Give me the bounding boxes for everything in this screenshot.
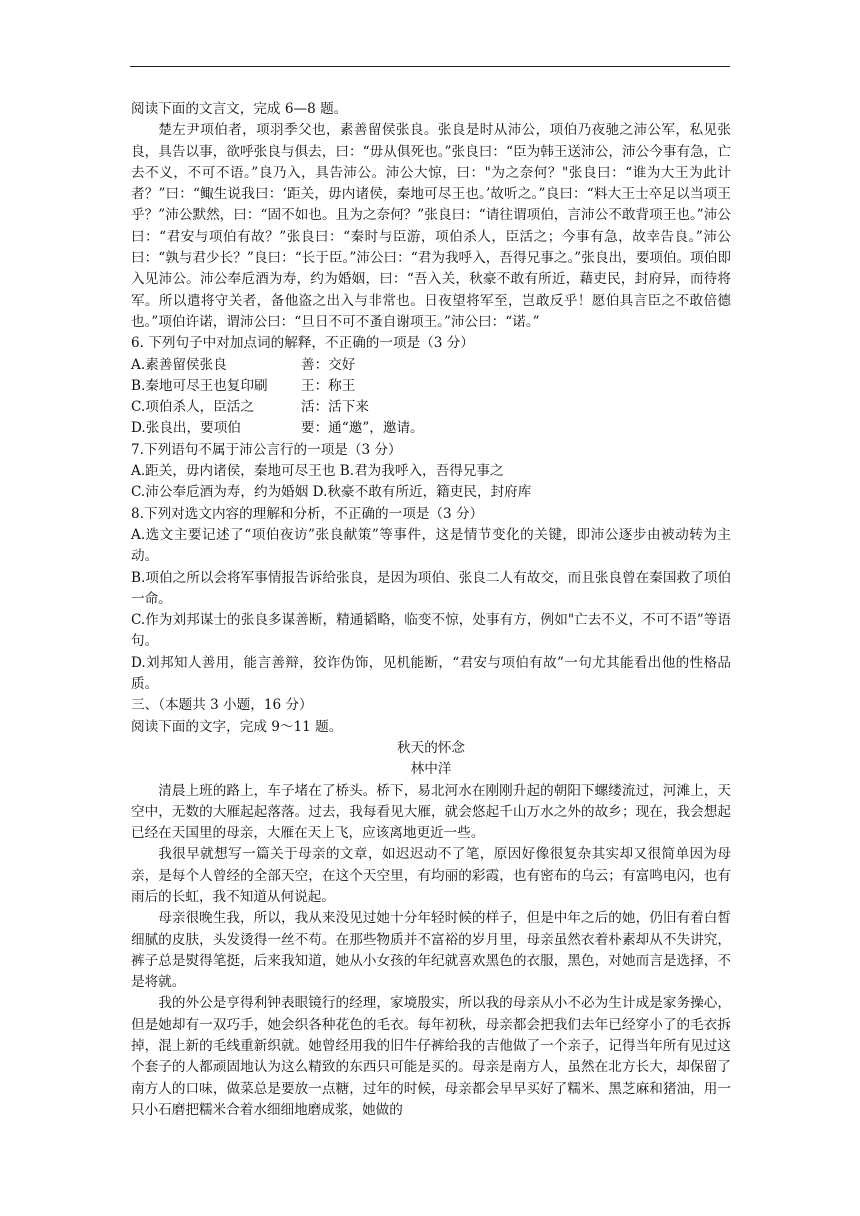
section-3-heading: 三、（本题共 3 小题，16 分） <box>131 697 313 714</box>
q8-option-c: C.作为刘邦谋士的张良多谋善断，精通韬略，临变不惊，处事有方，例如"亡去不义，不可不语”等语句。 <box>131 612 731 650</box>
option-text: B.秦地可尽王也复印刷 <box>131 377 268 394</box>
section-intro: 阅读下面的文言文，完成 6—8 题。 <box>131 101 348 117</box>
essay-paragraph: 母亲很晚生我，所以，我从来没见过她十分年轻时候的样子，但是中年之后的她，仍旧有着白皙细腻的皮肤，头发烫得一丝不苟。在那些物质并不富裕的岁月里，母亲虽然衣着朴素却从不失讲究，裤子总是熨得笔挺，后来我知道，她从小女孩的年纪就喜欢黑色的衣服，黑色，对她而言是选择，不是将就。 <box>131 910 731 991</box>
section-3-intro: 阅读下面的文字，完成 9～11 题。 <box>131 718 343 735</box>
document-body <box>131 99 731 1121</box>
essay-author: 林中洋 <box>410 761 452 778</box>
q6-option-b <box>131 376 731 397</box>
q6-option-c <box>131 397 731 418</box>
essay-paragraph: 我很早就想写一篇关于母亲的文章，如迟迟动不了笔，原因好像很复杂其实却又很简单因为母亲，是每个人曾经的全部天空，在这个天空里，有均丽的彩霞，也有密布的乌云；有富鸣电闪，也有雨后的长虹，我不知道从何说起。 <box>131 846 731 905</box>
option-explanation: 王：称王 <box>301 377 356 394</box>
option-explanation: 善：交好 <box>301 356 356 373</box>
q6-option-d <box>131 418 731 439</box>
question-6-stem: 6. 下列句子中对加点词的解释，不正确的一项是（3 分） <box>131 335 474 352</box>
essay-paragraph: 我的外公是亨得利钟表眼镜行的经理，家境殷实，所以我的母亲从小不必为生计成是家务操心，但是她却有一双巧手，她会织各种花色的毛衣。每年初秋，母亲都会把我们去年已经穿小了的毛衣拆掉，混上新的毛线重新织就。她曾经用我的旧牛仔裤给我的吉他做了一个亲子，记得当年所有见过这个套子的人都顽固地认为这么精致的东西只可能是买的。母亲是南方人，虽然在北方长大，却保留了南方人的口味，做菜总是要放一点糖，过年的时候，母亲都会早早买好了糯米、黑芝麻和猪油，用一只小石磨把糯米合着水细细地磨成浆，她做的 <box>131 995 731 1118</box>
q7-options-line-2: C.沛公奉卮酒为寿，约为婚姻 D.秋豪不敢有所近，籍吏民，封府库 <box>131 484 532 501</box>
option-text: C.项伯杀人，臣活之 <box>131 399 254 416</box>
q8-option-d: D.刘邦知人善用，能言善辩，狡诈伪饰，见机能断，“君安与项伯有故”一句尤其能看出他的性格品质。 <box>131 654 731 693</box>
option-explanation: 活：活下来 <box>301 399 369 416</box>
question-8-stem: 8.下列对选文内容的理解和分析，不正确的一项是（3 分） <box>131 505 484 522</box>
option-text: D.张良出，要项伯 <box>131 420 241 437</box>
q8-option-b: B.项伯之所以会将军事情报告诉给张良，是因为项伯、张良二人有故交，而且张良曾在秦国救了项伯一命。 <box>131 569 731 607</box>
question-7-stem: 7.下列语句不属于沛公言行的一项是（3 分） <box>131 441 402 458</box>
header-rule <box>130 66 730 67</box>
q6-option-a <box>131 355 731 376</box>
q7-options-line-1: A.距关，毋内诸侯，秦地可尽王也 B.君为我呼入，吾得兄事之 <box>131 463 504 480</box>
option-text: A.素善留侯张良 <box>131 356 227 373</box>
q8-option-a: A.选文主要记述了“项伯夜访”张良献策”等事件，这是情节变化的关键，即沛公逐步由被动转为主动。 <box>131 526 731 565</box>
option-explanation: 要：通“邀”，邀请。 <box>301 420 424 437</box>
essay-title: 秋天的怀念 <box>397 739 465 756</box>
essay-paragraph: 清晨上班的路上，车子堵在了桥头。桥下，易北河水在刚刚升起的朝阳下螺缕流过，河滩上，天空中，无数的大雁起起落落。过去，我每看见大雁，就会悠起千山万水之外的故乡；现在，我会想起已经在天国里的母亲，大雁在天上飞，应该离地更近一些。 <box>131 782 731 842</box>
classical-passage: 楚左尹项伯者，项羽季父也，素善留侯张良。张良是时从沛公，项伯乃夜驰之沛公军，私见张良，具告以事，欲呼张良与俱去，曰：“毋从俱死也。”张良曰：“臣为韩王送沛公，沛公今事有急，亡去不义，不可不语。”良乃入，具告沛公。沛公大惊，曰："为之奈何？"张良曰：“谁为大王为此计者？”曰：“鲰生说我曰：‘距关，毋内诸侯，秦地可尽王也。’故听之。”良曰：“料大王士卒足以当项王乎？”沛公默然，曰：“固不如也。且为之奈何？”张良曰：“请往谓项伯，言沛公不敢背项王也。”沛公曰：“君安与项伯有故？”张良曰：“秦时与臣游，项伯杀人，臣活之；今事有急，故幸告良。”沛公曰：“孰与君少长？”良曰：“长于臣。”沛公曰：“君为我呼入，吾得兄事之。”张良出，要项伯。项伯即入见沛公。沛公奉卮酒为寿，约为婚姻，曰：“吾入关，秋豪不敢有所近，藉吏民，封府异，而待将军。所以遣将守关者，备他盗之出入与非常也。日夜望将军至，岂敢反乎！愿伯具言臣之不敢倍德也。”项伯许诺，谓沛公曰：“旦日不可不蚤自谢项王。”沛公曰：“诺。” <box>131 122 731 330</box>
